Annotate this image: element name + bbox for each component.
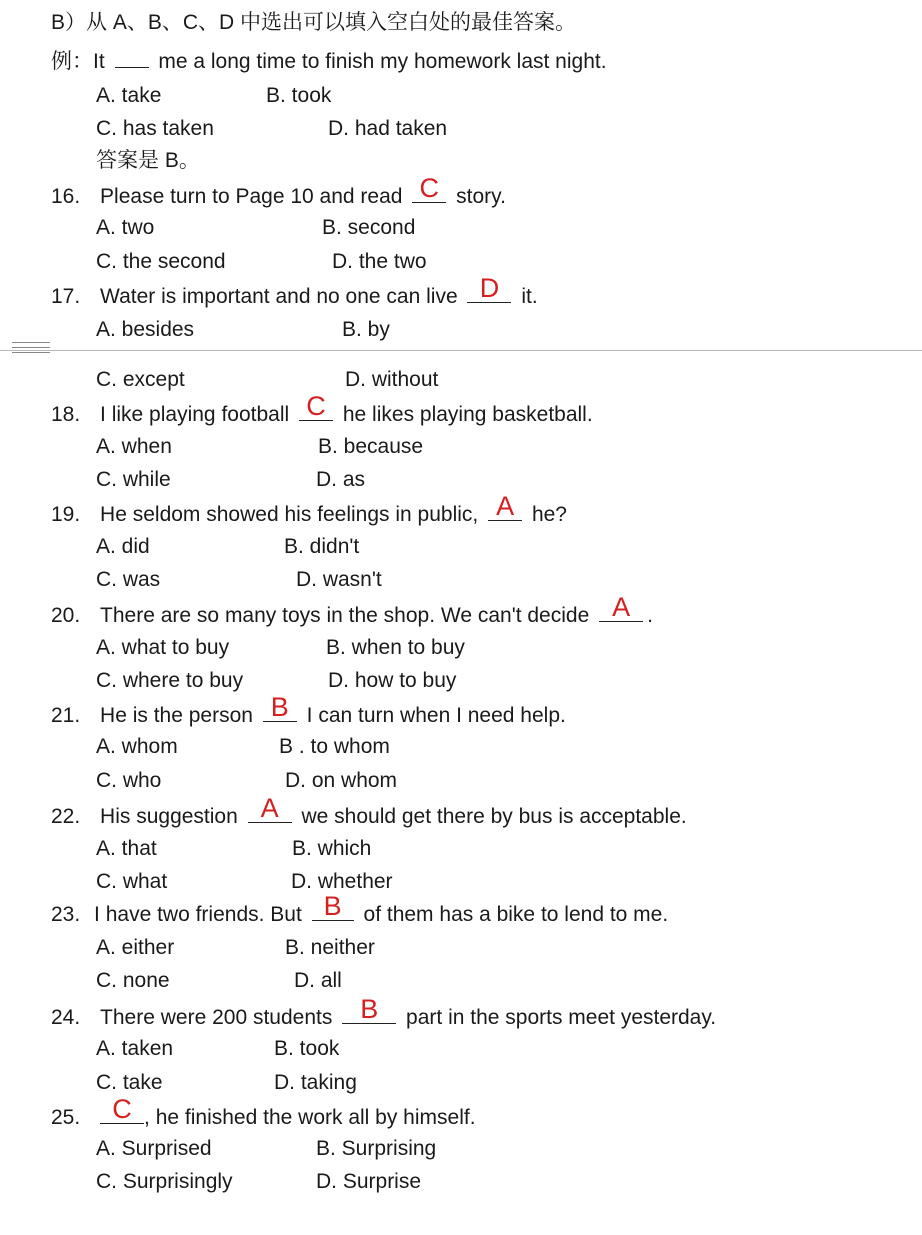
option-a: A. did [96,535,150,558]
page-break-icon [12,342,50,360]
question-20 [51,592,653,629]
question-22 [51,793,687,830]
answer-blank [488,491,522,521]
option-c: C. where to buy [96,669,244,692]
option-c: C. Surprisingly [96,1170,233,1193]
example-blank [115,47,149,68]
example-before: It [93,50,105,73]
question-stem-before: There were 200 students [100,1006,333,1029]
option-b: B. which [292,837,372,860]
question-25 [51,1094,476,1131]
question-stem-before: There are so many toys in the shop. We can't decide [100,604,590,627]
option-a: A. two [96,216,155,239]
option-d: D. the two [332,250,427,273]
option-a: A. either [96,936,175,959]
example-answer-line: 答案是 B。 [96,149,200,172]
question-stem-before: He seldom showed his feelings in public, [100,503,479,526]
question-16 [51,173,506,210]
answer-blank [342,994,396,1024]
option-d: D. on whom [285,769,398,792]
answer-blank [599,592,643,622]
example-stem [51,47,607,75]
option-b: B. neither [285,936,375,959]
question-23 [51,891,669,928]
answer-blank [100,1094,144,1124]
question-stem-after: we should get there by bus is acceptable. [301,805,687,828]
handwritten-answer: A [260,793,279,823]
option-d: D. wasn't [296,568,382,591]
question-number: 24. [51,1006,81,1029]
question-18 [51,391,593,428]
answer-blank [312,891,354,921]
option-d: D. as [316,468,366,491]
example-option-c: C. has taken [96,117,214,140]
question-stem-after: I can turn when I need help. [306,704,566,727]
question-number: 19. [51,503,81,526]
answer-blank [412,173,446,203]
question-number: 20. [51,604,81,627]
question-number: 17. [51,285,81,308]
option-c: C. the second [96,250,226,273]
answer-blank [467,273,511,303]
answer-blank [263,692,297,722]
option-a: A. taken [96,1037,174,1060]
question-stem-before: I have two friends. But [94,903,302,926]
option-b: B. took [274,1037,340,1060]
question-stem-after: part in the sports meet yesterday. [406,1006,717,1029]
handwritten-answer: A [612,592,631,622]
question-number: 21. [51,704,81,727]
option-b: B. Surprising [316,1137,437,1160]
option-b: B . to whom [279,735,390,758]
option-b: B. when to buy [326,636,465,659]
question-number: 25. [51,1106,81,1129]
option-c: C. take [96,1071,163,1094]
question-24 [51,994,717,1031]
option-d: D. all [294,969,342,992]
option-a: A. besides [96,318,195,341]
question-stem-after: he? [531,503,567,526]
question-19 [51,491,567,528]
question-stem-after: story. [456,185,506,208]
handwritten-answer: B [270,692,289,722]
question-stem-after: he likes playing basketball. [342,403,593,426]
question-stem-before: His suggestion [100,805,238,828]
question-stem-after: it. [521,285,538,308]
question-21 [51,692,566,729]
example-label: 例： [51,50,93,73]
question-17 [51,273,538,310]
option-c: C. what [96,870,168,893]
example-option-d: D. had taken [328,117,448,140]
question-stem-after: . [647,604,653,627]
question-number: 18. [51,403,81,426]
question-stem-before: I like playing football [100,403,290,426]
question-stem-after: , he finished the work all by himself. [144,1106,476,1129]
option-d: D. how to buy [328,669,457,692]
handwritten-answer: C [419,173,440,203]
option-c: C. who [96,769,162,792]
page-divider [0,350,922,351]
question-number: 23. [51,903,81,926]
example-option-b: B. took [266,84,332,107]
section-header: B）从 A、B、C、D 中选出可以填入空白处的最佳答案。 [51,11,577,34]
question-stem-before: Water is important and no one can live [100,285,458,308]
answer-blank [299,391,333,421]
option-d: D. without [345,368,439,391]
handwritten-answer: C [112,1094,132,1124]
option-a: A. when [96,435,172,458]
question-stem-before: Please turn to Page 10 and read [100,185,403,208]
option-d: D. Surprise [316,1170,422,1193]
option-a: A. what to buy [96,636,230,659]
question-number: 22. [51,805,81,828]
option-a: A. Surprised [96,1137,212,1160]
option-d: D. whether [291,870,393,893]
handwritten-answer: A [496,491,515,521]
option-c: C. was [96,568,161,591]
answer-blank [248,793,292,823]
example-after: me a long time to finish my homework last night. [158,50,607,73]
option-a: A. that [96,837,157,860]
option-b: B. second [322,216,416,239]
option-a: A. whom [96,735,178,758]
question-stem-after: of them has a bike to lend to me. [363,903,669,926]
option-b: B. by [342,318,390,341]
option-b: B. because [318,435,424,458]
handwritten-answer: C [306,391,326,421]
handwritten-answer: B [323,891,342,921]
option-d: D. taking [274,1071,357,1094]
question-stem-before: He is the person [100,704,253,727]
question-number: 16. [51,185,81,208]
option-c: C. none [96,969,170,992]
option-b: B. didn't [284,535,360,558]
handwritten-answer: B [360,994,379,1024]
option-c: C. except [96,368,185,391]
example-option-a: A. take [96,84,162,107]
handwritten-answer: D [479,273,500,303]
option-c: C. while [96,468,171,491]
